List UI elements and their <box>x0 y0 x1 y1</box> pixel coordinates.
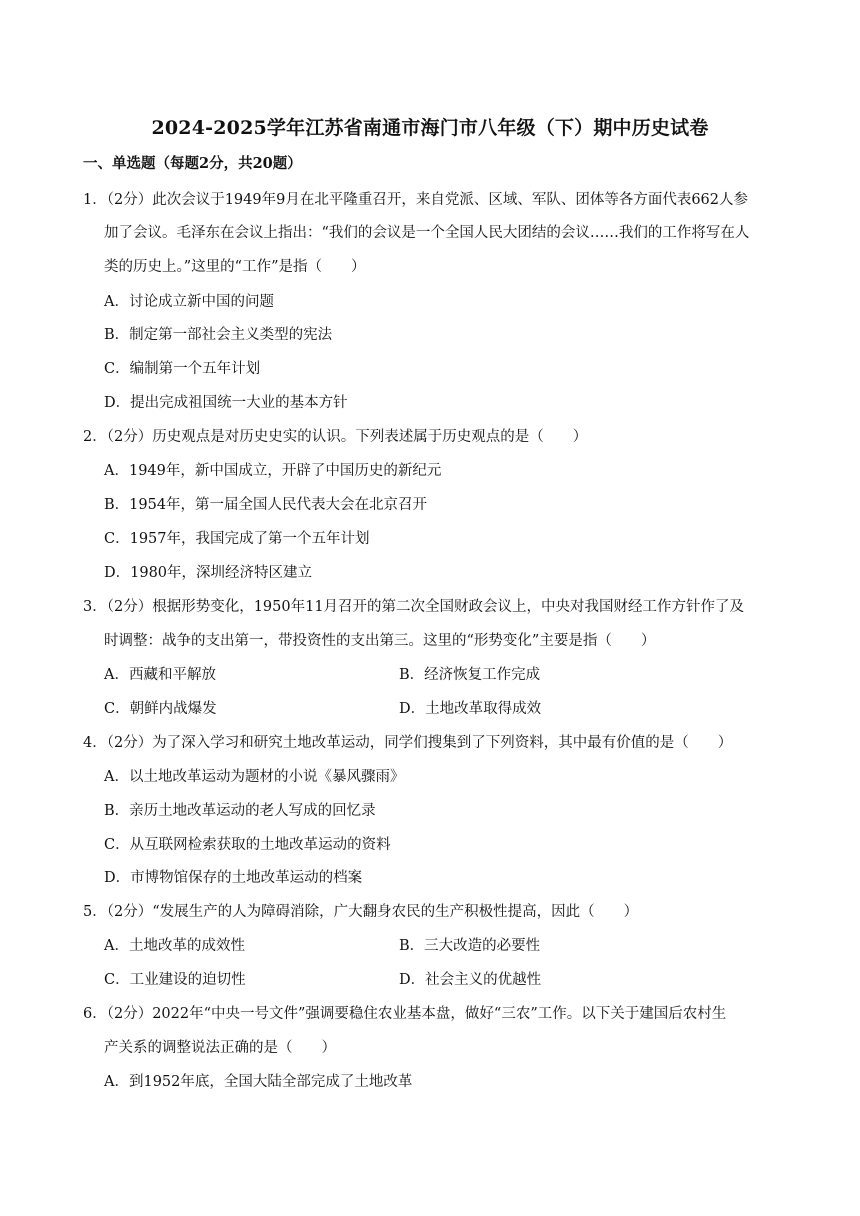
question-3-option-a: A．西藏和平解放 <box>104 667 216 683</box>
question-5-option-d: D．社会主义的优越性 <box>399 972 542 988</box>
question-3-line-2: 时调整：战争的支出第一，带投资性的支出第三。这里的“形势变化”主要是指（ ） <box>104 633 656 649</box>
question-number: 2． <box>83 429 107 445</box>
question-number: 6． <box>83 1006 107 1022</box>
question-text: （2分）为了深入学习和研究土地改革运动，同学们搜集到了下列资料，其中最有价值的是（ ） <box>106 735 733 751</box>
question-5-option-b: B．三大改造的必要性 <box>399 938 541 954</box>
question-6-option-a: A．到1952年底，全国大陆全部完成了土地改革 <box>104 1074 413 1090</box>
question-text: （2分）历史观点是对历史史实的认识。下列表述属于历史观点的是（ ） <box>106 429 588 445</box>
page-title: 2024-2025学年江苏省南通市海门市八年级（下）期中历史试卷 <box>151 117 709 139</box>
section-heading: 一、单选题（每题2分，共20题） <box>83 155 302 172</box>
question-3-option-b: B．经济恢复工作完成 <box>399 667 541 683</box>
question-6-line-1 <box>83 1002 726 1023</box>
question-2-line-1 <box>83 425 587 446</box>
question-4-option-d: D．市博物馆保存的土地改革运动的档案 <box>104 870 363 886</box>
question-5-option-c: C．工业建设的迫切性 <box>104 972 246 988</box>
question-4-option-c: C．从互联网检索获取的土地改革运动的资料 <box>104 837 391 853</box>
question-1-option-a: A．讨论成立新中国的问题 <box>104 294 274 310</box>
question-text: （2分）根据形势变化，1950年11月召开的第二次全国财政会议上，中央对我国财经工作方针作了及 <box>106 599 745 615</box>
question-text: （2分）“发展生产的人为障碍消除，广大翻身农民的生产积极性提高，因此（ ） <box>106 904 639 920</box>
question-number: 4． <box>83 735 107 751</box>
question-text: （2分）2022年“中央一号文件”强调要稳住农业基本盘，做好“三农”工作。以下关于建国后农村生 <box>106 1006 727 1022</box>
question-1-line-2: 加了会议。毛泽东在会议上指出：“我们的会议是一个全国人民大团结的会议……我们的工作将写在人 <box>104 225 750 241</box>
question-2-option-a: A．1949年，新中国成立，开辟了中国历史的新纪元 <box>104 463 442 479</box>
question-1-line-1 <box>83 188 748 209</box>
question-5-line-1 <box>83 900 638 921</box>
question-text: （2分）此次会议于1949年9月在北平隆重召开，来自党派、区域、军队、团体等各方面代表662人参 <box>106 192 749 208</box>
question-2-option-c: C．1957年，我国完成了第一个五年计划 <box>104 531 370 547</box>
question-5-option-a: A．土地改革的成效性 <box>104 938 245 954</box>
question-1-option-d: D．提出完成祖国统一大业的基本方针 <box>104 395 348 411</box>
question-4-option-b: B．亲历土地改革运动的老人写成的回忆录 <box>104 803 376 819</box>
question-2-option-b: B．1954年，第一届全国人民代表大会在北京召开 <box>104 497 428 513</box>
question-2-option-d: D．1980年，深圳经济特区建立 <box>104 565 313 581</box>
question-6-line-2: 产关系的调整说法正确的是（ ） <box>104 1040 336 1056</box>
question-1-option-b: B．制定第一部社会主义类型的宪法 <box>104 327 333 343</box>
question-1-option-c: C．编制第一个五年计划 <box>104 361 261 377</box>
question-4-option-a: A．以土地改革运动为题材的小说《暴风骤雨》 <box>104 769 405 785</box>
question-3-option-c: C．朝鲜内战爆发 <box>104 701 217 717</box>
question-3-line-1 <box>83 595 744 616</box>
question-1-line-3: 类的历史上。”这里的“工作”是指（ ） <box>104 259 366 275</box>
question-4-line-1 <box>83 731 732 752</box>
question-3-option-d: D．土地改革取得成效 <box>399 701 542 717</box>
question-number: 5． <box>83 904 107 920</box>
question-number: 3． <box>83 599 107 615</box>
question-number: 1． <box>83 192 107 208</box>
